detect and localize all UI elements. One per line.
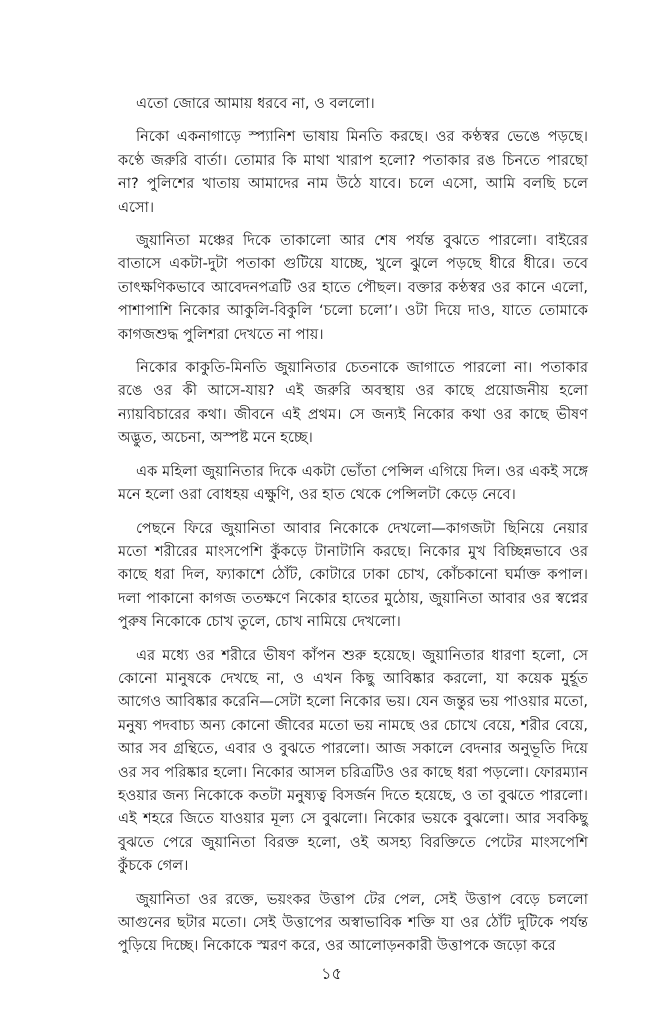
page-body — [118, 92, 588, 968]
paragraph-6: পেছনে ফিরে জুয়ানিতা আবার নিকোকে দেখলো—কাগজটা ছিনিয়ে নেয়ার মতো শরীরের মাংসপেশি কুঁকড়ে টানাটানি করছে। নিকোর মুখ বিচ্ছিন্নভাবে ওর কাছে ধরা দিল, ফ্যাকাশে ঠোঁট, কোটারে ঢাকা চোখ, কোঁচকানো ঘর্মাক্ত কপাল। দলা পাকানো কাগজ ততক্ষণে নিকোর হাতের মুঠোয়, জুয়ানিতা আবার ওর স্বপ্নের পুরুষ নিকোকে চোখ তুলে, চোখ নামিয়ে দেখলো। — [118, 519, 588, 631]
paragraph-4: নিকোর কাকুতি-মিনতি জুয়ানিতার চেতনাকে জাগাতে পারলো না। পতাকার রঙে ওর কী আসে-যায়? এই জরুরি অবস্থায় ওর কাছে প্রয়োজনীয় হলো ন্যায়বিচারের কথা। জীবনে এই প্রথম। সে জন্যই নিকোর কথা ওর কাছে ভীষণ অদ্ভুত, অচেনা, অস্পষ্ট মনে হচ্ছে। — [118, 359, 588, 447]
paragraph-1: এতো জোরে আমায় ধরবে না, ও বললো। — [136, 95, 375, 112]
page-number: ১৫ — [321, 964, 342, 983]
paragraph-3: জুয়ানিতা মঞ্চের দিকে তাকালো আর শেষ পর্যন্ত বুঝতে পারলো। বাইরের বাতাসে একটা-দুটা পতাকা গুটিয়ে যাচ্ছে, খুলে ঝুলে পড়ছে ধীরে ধীরে। তবে তাৎক্ষণিকভাবে আবেদনপত্রটি ওর হাতে পৌছল। বক্তার কণ্ঠস্বর ওর কানে এলো, পাশাপাশি নিকোর আকুলি-বিকুলি ‘চলো চলো’। ওটা দিয়ে দাও, যাতে তোমাকে কাগজশুদ্ধ পুলিশরা দেখতে না পায়। — [118, 232, 588, 343]
paragraph-5: এক মহিলা জুয়ানিতার দিকে একটা ভোঁতা পেন্সিল এগিয়ে দিল। ওর একই সঙ্গে মনে হলো ওরা বোধহয় এক্ষুণি, ওর হাত থেকে পেন্সিলটা কেড়ে নেবে। — [118, 462, 588, 504]
paragraph-8: জুয়ানিতা ওর রক্তে, ভয়ংকর উত্তাপ টের পেল, সেই উত্তাপ বেড়ে চললো আগুনের ছটার মতো। সেই উত্তাপের অস্বাভাবিক শক্তি যা ওর ঠোঁট দুটিকে পর্যন্ত পুড়িয়ে দিচ্ছে। নিকোকে স্মরণ করে, ওর আলোড়নকারী উত্তাপকে জড়ো করে — [118, 890, 588, 955]
paragraph-2: নিকো একনাগাড়ে স্প্যানিশ ভাষায় মিনতি করছে। ওর কণ্ঠস্বর ভেঙে পড়ছে। কণ্ঠে জরুরি বার্তা। তোমার কি মাথা খারাপ হলো? পতাকার রঙ চিনতে পারছো না? পুলিশের খাতায় আমাদের নাম উঠে যাবে। চলে এসো, আমি বলছি চলে এসো। — [118, 128, 588, 216]
paragraph-7: এর মধ্যে ওর শরীরে ভীষণ কাঁপন শুরু হয়েছে। জুয়ানিতার ধারণা হলো, সে কোনো মানুষকে দেখছে না, ও এখন কিছু আবিষ্কার করলো, যা কয়েক মুর্হূত আগেও আবিষ্কার করেনি—সেটা হলো নিকোর ভয়। যেন জন্তুর ভয় পাওয়ার মতো, মনুষ্য পদবাচ্য অন্য কোনো জীবের মতো ভয় নামছে ওর চোখে বেয়ে, শরীর বেয়ে, আর সব গ্রন্থিতে, এবার ও বুঝতে পারলো। আজ সকালে বেদনার অনুভূতি দিয়ে ওর সব পরিষ্কার হলো। নিকোর আসল চরিত্রটিও ওর কাছে ধরা পড়লো। ফোরম্যান হওয়ার জন্য নিকোকে কতটা মনুষ্যত্ব বিসর্জন দিতে হয়েছে, ও তা বুঝতে পারলো। এই শহরে জিতে যাওয়ার মূল্য সে বুঝলো। নিকোর ভয়কে বুঝলো। আর সবকিছু বুঝতে পেরে জুয়ানিতা বিরক্ত হলো, ওই অসহ্য বিরক্তিতে পেটের মাংসপেশি কুঁচকে গেল। — [118, 646, 588, 875]
